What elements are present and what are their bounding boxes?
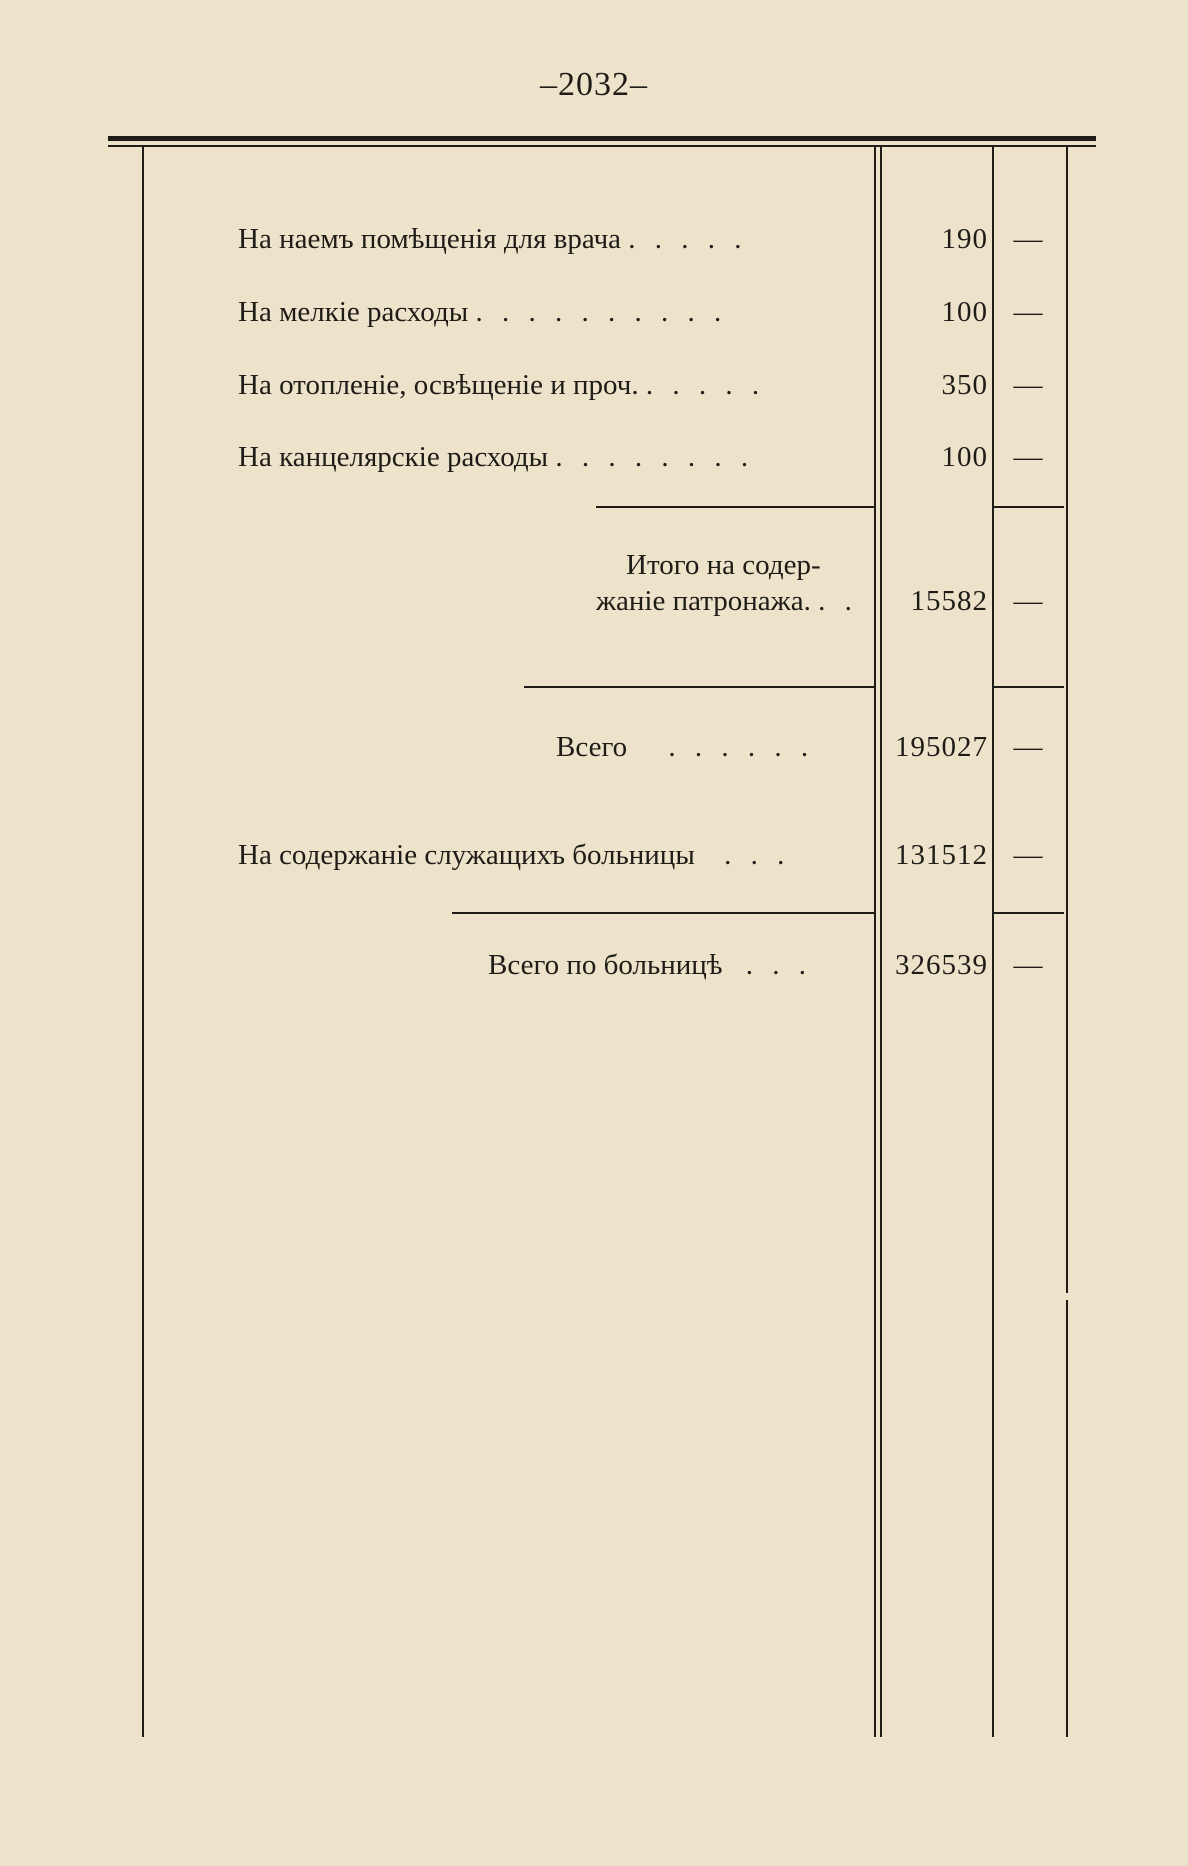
total-rule <box>524 686 874 688</box>
total-label <box>556 730 814 764</box>
staff-amount: 131512 <box>895 839 988 871</box>
row-label-text: На наемъ помѣщенія для врача <box>238 223 622 255</box>
right-border-upper <box>1066 147 1068 1293</box>
leader-dots: . . . . . <box>645 369 766 401</box>
subtotal-label-text: жаніе патронажа. <box>596 585 811 617</box>
row-kopecks: — <box>1013 441 1043 473</box>
grand-total-rule-kopecks <box>994 912 1064 914</box>
page-number: –2032– <box>540 66 648 103</box>
amount-column-right-rule <box>992 147 994 1737</box>
right-border-lower <box>1066 1300 1068 1737</box>
top-rule-thin <box>108 145 1096 147</box>
row-label <box>238 440 754 474</box>
grand-total-amount: 326539 <box>895 949 988 981</box>
left-border <box>142 147 144 1737</box>
leader-dots: . . . <box>724 839 791 871</box>
row-kopecks: — <box>1013 296 1043 328</box>
subtotal-amount: 15582 <box>910 585 988 617</box>
subtotal-label-line1: Итого на содер- <box>626 549 821 581</box>
grand-total-label <box>488 948 812 982</box>
leader-dots: . . . . . <box>628 223 748 255</box>
grand-total-kopecks: — <box>1013 949 1043 981</box>
total-label-text: Всего <box>556 731 628 763</box>
grand-total-rule <box>452 912 874 914</box>
leader-dots: . . . . . . <box>668 731 815 763</box>
subtotal-kopecks: — <box>1013 585 1043 617</box>
total-rule-kopecks <box>994 686 1064 688</box>
subtotal-rule <box>596 506 874 508</box>
row-amount: 100 <box>941 296 988 328</box>
subtotal-rule-kopecks <box>994 506 1064 508</box>
total-kopecks: — <box>1013 731 1043 763</box>
leader-dots: . . . . . . . . . . <box>475 296 728 328</box>
row-label-text: На канцелярскіе расходы <box>238 441 549 473</box>
row-label <box>238 295 727 329</box>
top-rule <box>108 136 1096 141</box>
staff-label-text: На содержаніе служащихъ больницы <box>238 839 695 871</box>
leader-dots: . . . . . . . . <box>555 441 755 473</box>
row-label-text: На мелкіе расходы <box>238 296 469 328</box>
row-amount: 350 <box>941 369 988 401</box>
row-label <box>238 222 748 256</box>
row-amount: 100 <box>941 441 988 473</box>
total-amount: 195027 <box>895 731 988 763</box>
row-label-text: На отопленіе, освѣщеніе и проч. <box>238 369 639 401</box>
subtotal-label-line2 <box>596 584 858 618</box>
staff-kopecks: — <box>1013 839 1043 871</box>
row-kopecks: — <box>1013 369 1043 401</box>
row-label <box>238 368 765 402</box>
leader-dots: . . . <box>745 949 813 981</box>
row-amount: 190 <box>941 223 988 255</box>
staff-label <box>238 838 790 872</box>
leader-dots: . . <box>818 585 858 617</box>
row-kopecks: — <box>1013 223 1043 255</box>
grand-total-label-text: Всего по больницѣ <box>488 949 723 981</box>
